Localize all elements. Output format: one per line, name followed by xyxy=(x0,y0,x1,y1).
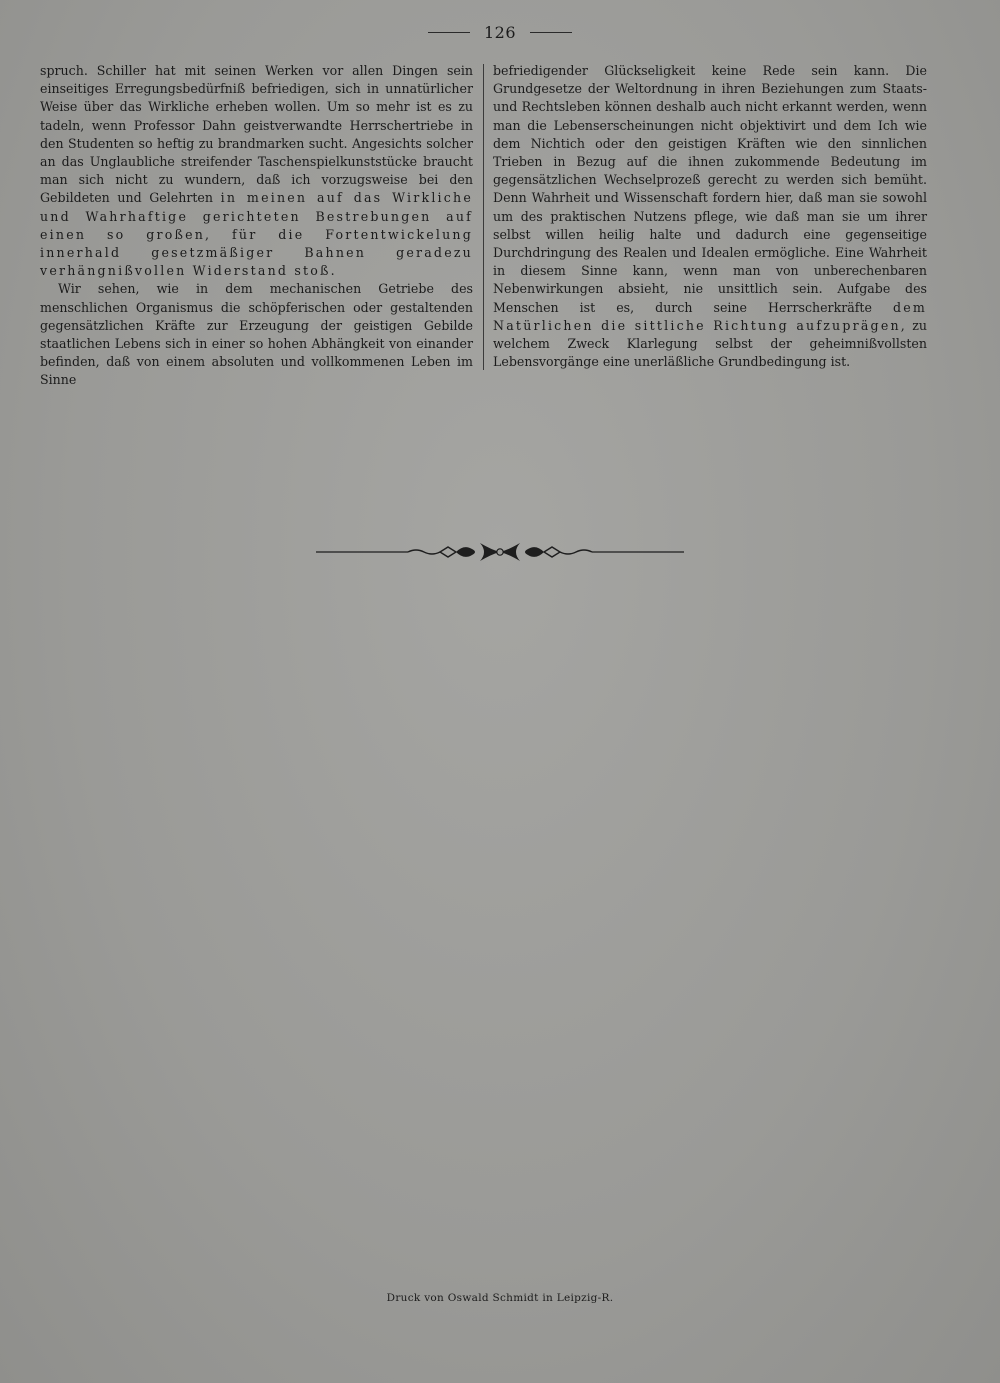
right-paragraph-1 xyxy=(493,62,927,371)
left-column xyxy=(40,62,473,390)
column-divider xyxy=(483,64,484,370)
right-paragraph-1-text-end: zu welchem Zweck Klarlegung selbst der geheimnißvollsten Lebensvorgänge eine unerläßliche Grundbedingung ist. xyxy=(493,317,927,370)
left-paragraph-1-text: spruch. Schiller hat mit seinen Werken vor allen Dingen sein einseitiges Erregungsbedürfniß befriedigen, sich in unnatürlicher Weise über das Wirkliche erheben wollen. Um so mehr ist es zu tadeln, wenn Professor Dahn geistverwandte Herrschertriebe in den Studenten so heftig zu brandmarken sucht. Angesichts solcher an das Unglaubliche streifender Taschenspielkunststücke braucht man sich nicht zu wundern, daß ich vorzugsweise bei den Gebildeten und Gelehrten xyxy=(40,63,473,206)
left-paragraph-1-spaced-text: in meinen auf das Wirkliche und Wahrhaftige gerichteten Bestrebungen auf einen so großen, für die Fortentwickelung innerhald gesetzmäßiger Bahnen geradezu verhängnißvollen Widerstand stoß. xyxy=(40,190,473,279)
floral-divider-ornament-icon xyxy=(316,540,684,564)
header-rule-left xyxy=(428,32,470,33)
header-rule-right xyxy=(530,32,572,33)
printer-imprint: Druck von Oswald Schmidt in Leipzig-R. xyxy=(386,1292,614,1304)
left-paragraph-1 xyxy=(40,62,473,280)
page-number: 126 xyxy=(483,22,517,42)
left-paragraph-2: Wir sehen, wie in dem mechanischen Getriebe des menschlichen Organismus die schöpferischen oder gestaltenden gegensätzlichen Kräfte zur Erzeugung der geistigen Gebilde staatlichen Lebens sich in einer so hohen Abhängkeit von einander befinden, daß von einem absoluten und vollkommenen Leben im Sinne xyxy=(40,281,473,388)
page-header xyxy=(0,20,1000,44)
right-paragraph-1-spaced-text: dem Natürlichen die sittliche Richtung aufzuprägen, xyxy=(493,299,927,333)
right-column xyxy=(493,62,927,371)
right-paragraph-1-text: befriedigender Glückseligkeit keine Rede sein kann. Die Grundgesetze der Weltordnung in ihren Beziehungen zum Staats- und Rechtsleben können deshalb auch nicht erkannt werden, wenn man die Lebenserscheinungen nicht objektivirt und dem Ich wie dem Nichtich oder den geistigen Kräften wie den sinnlichen Trieben in Bezug auf die ihnen zukommende Bedeutung im gegensätzlichen Wechselprozeß gerecht zu werden sich bemüht. Denn Wahrheit und Wissenschaft fordern hier, daß man sie sowohl um des praktischen Nutzens pflege, wie daß man sie um ihrer selbst willen heilig halte und dadurch eine gegenseitige Durchdringung des Realen und Idealen ermögliche. Eine Wahrheit in diesem Sinne kann, wenn man von unberechenbaren Nebenwirkungen absieht, nie unsittlich sein. Aufgabe des Menschen ist es, durch seine Herrscherkräfte xyxy=(493,63,927,315)
